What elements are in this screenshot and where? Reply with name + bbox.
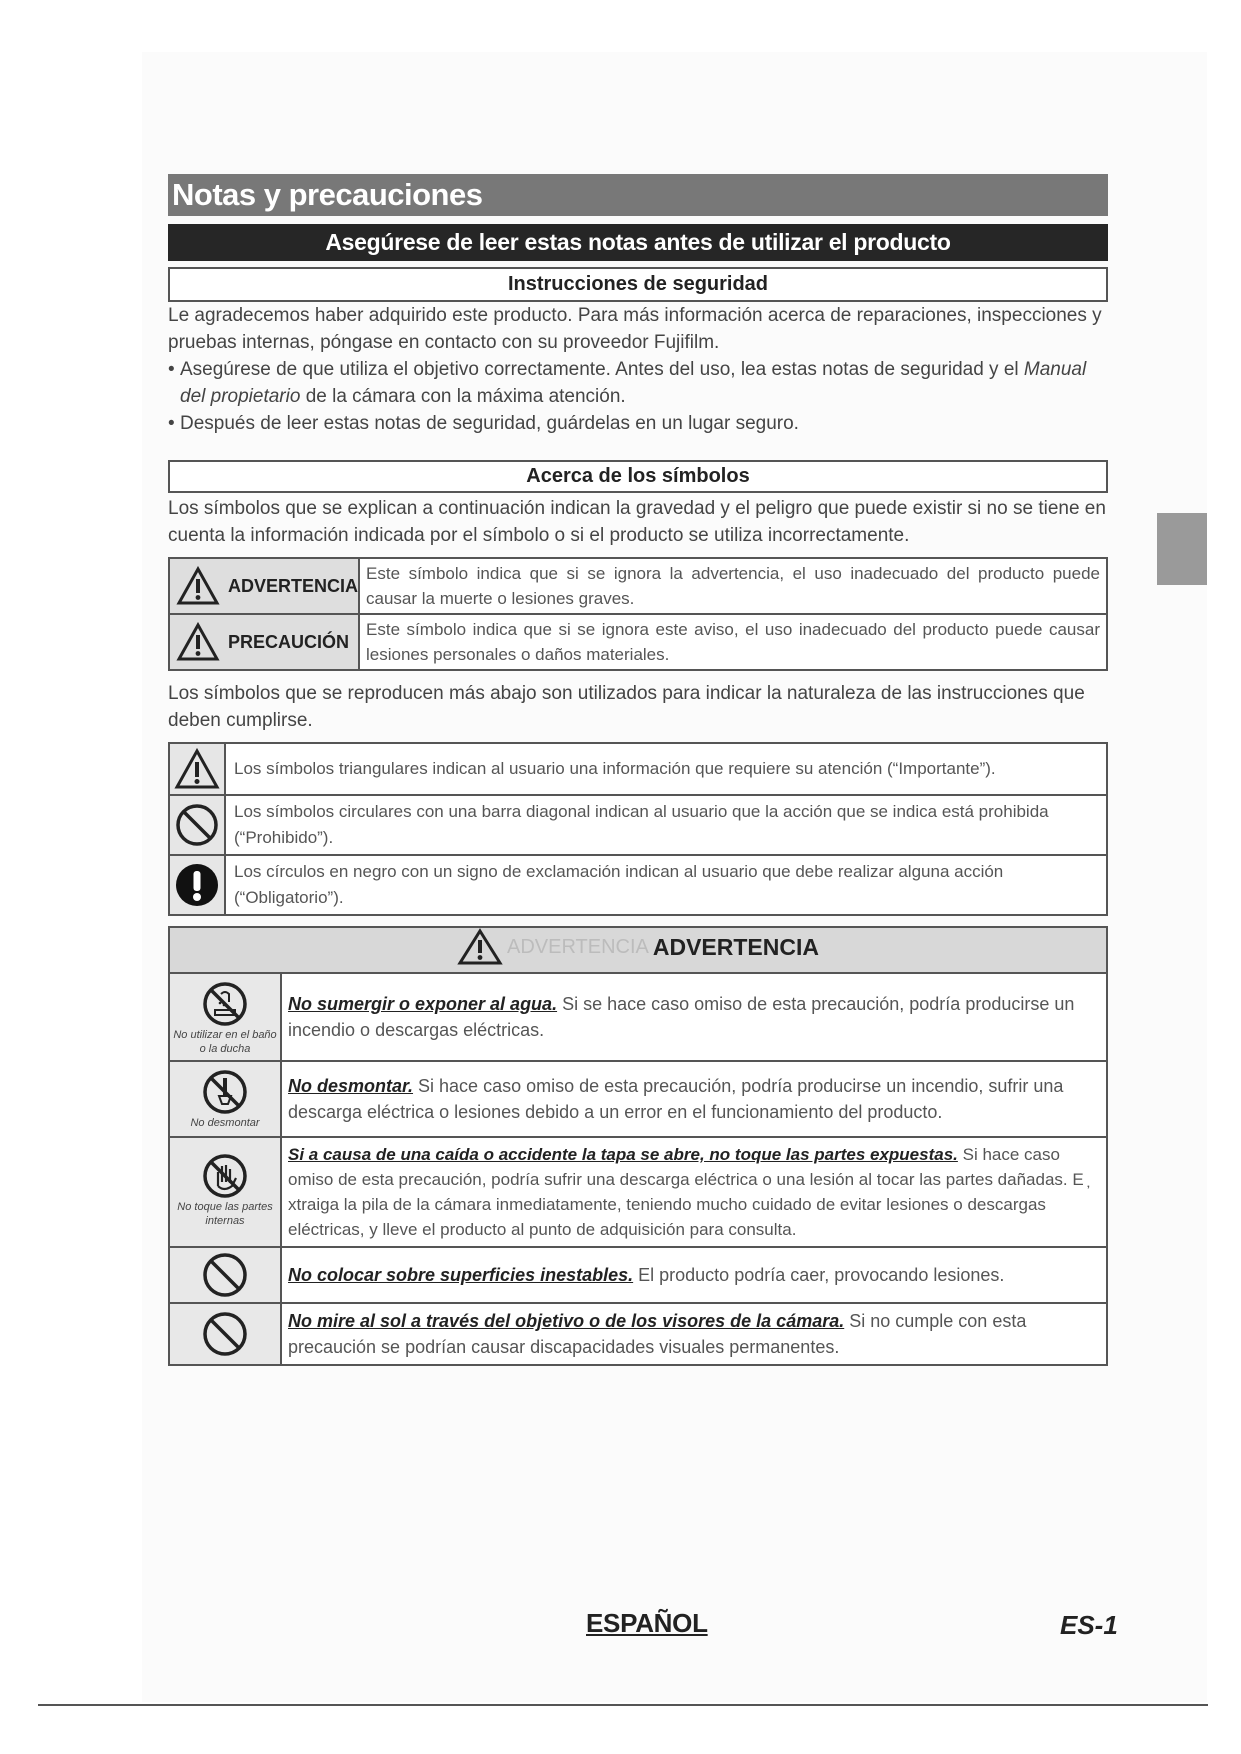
section-tab bbox=[1157, 513, 1207, 585]
warning-lead: Si a causa de una caída o accidente la tapa se abre, no toque las partes expuestas. bbox=[288, 1145, 958, 1164]
no-touch-icon bbox=[200, 1152, 250, 1200]
warning-lead: No mire al sol a través del objetivo o de los visores de la cámara. bbox=[288, 1311, 845, 1331]
warning-heading: ADVERTENCIA bbox=[652, 933, 819, 960]
severity-table bbox=[168, 557, 1108, 671]
symbol-kinds-table bbox=[168, 742, 1108, 916]
page-number: ES-1 bbox=[1060, 1610, 1118, 1640]
symbol-kind-row bbox=[169, 855, 1107, 915]
warning-caption: No utilizar en el baño o la ducha bbox=[173, 1029, 277, 1055]
no-disassemble-icon bbox=[200, 1068, 250, 1116]
warning-text: Si a causa de una caída o accidente la tapa se abre, no toque las partes expuestas. Si hace caso omiso de esta precaución, podría sufrir una descarga eléctrica o una lesión al tocar las partes dañadas. E ̦ xtraiga la pila de la cámara inmediatamente, teniendo mucho cuidado de evitar lesiones o descargas eléctricas, y lleve el producto al punto de adquisición para consulta. bbox=[281, 1137, 1107, 1247]
severity-row-caution bbox=[169, 614, 1107, 670]
warning-row bbox=[169, 1061, 1107, 1137]
symbols-heading: Acerca de los símbolos bbox=[168, 460, 1108, 493]
warning-row bbox=[169, 973, 1107, 1061]
triangle-warning-icon bbox=[457, 928, 503, 966]
warning-row bbox=[169, 1137, 1107, 1247]
symbol-kind-text: Los símbolos triangulares indican al usuario una información que requiere su atención (“Importante”). bbox=[225, 743, 1107, 795]
safety-heading: Instrucciones de seguridad bbox=[168, 267, 1108, 302]
footer-divider bbox=[38, 1704, 1208, 1706]
prohibited-icon bbox=[201, 1310, 249, 1358]
severity-label: PRECAUCIÓN bbox=[228, 631, 350, 652]
warning-text: No colocar sobre superficies inestables. El producto podría caer, provocando lesiones. bbox=[281, 1247, 1107, 1303]
kinds-intro: Los símbolos que se reproducen más abajo son utilizados para indicar la naturaleza de las instrucciones que deben cumplirse. bbox=[168, 683, 1085, 731]
warning-header-row bbox=[169, 927, 1107, 973]
safety-section bbox=[168, 302, 1113, 437]
warning-lead: No sumergir o exponer al agua. bbox=[288, 994, 558, 1014]
safety-bullet-2: • Después de leer estas notas de seguridad, guárdelas en un lugar seguro. bbox=[168, 410, 1113, 437]
warning-caption: No desmontar bbox=[190, 1117, 260, 1129]
page-title: Notas y precauciones bbox=[168, 174, 1108, 216]
warning-caption: No toque las partes internas bbox=[177, 1201, 273, 1227]
symbol-kind-row bbox=[169, 743, 1107, 795]
warning-text: No mire al sol a través del objetivo o de los visores de la cámara. Si no cumple con esta precaución se podrían causar discapacidades visuales permanentes. bbox=[281, 1303, 1107, 1365]
safety-intro: Le agradecemos haber adquirido este producto. Para más información acerca de reparaciones, inspecciones y pruebas internas, póngase en contacto con su proveedor Fujifilm. bbox=[168, 305, 1102, 353]
warning-text: No sumergir o exponer al agua. Si se hace caso omiso de esta precaución, podría producirse un incendio o descargas eléctricas. bbox=[281, 973, 1107, 1061]
symbols-intro: Los símbolos que se explican a continuación indican la gravedad y el peligro que puede existir si no se tiene en cuenta la información indicada por el símbolo o si el producto se utiliza incorrectamente. bbox=[168, 498, 1106, 546]
warning-row bbox=[169, 1303, 1107, 1365]
safety-bullet-1: • Asegúrese de que utiliza el objetivo correctamente. Antes del uso, lea estas notas de seguridad y el Manual del propietario de la cámara con la máxima atención. bbox=[168, 356, 1113, 410]
prohibited-icon bbox=[174, 802, 220, 848]
warning-lead: No desmontar. bbox=[288, 1076, 414, 1096]
prohibited-icon bbox=[201, 1251, 249, 1299]
no-water-icon bbox=[200, 980, 250, 1028]
severity-description: Este símbolo indica que si se ignora este aviso, el uso inadecuado del producto puede causar lesiones personales o daños materiales. bbox=[359, 614, 1107, 670]
triangle-warning-icon bbox=[174, 748, 220, 790]
warning-row bbox=[169, 1247, 1107, 1303]
severity-row-warning bbox=[169, 558, 1107, 614]
severity-description: Este símbolo indica que si se ignora la advertencia, el uso inadecuado del producto puede causar la muerte o lesiones graves. bbox=[359, 558, 1107, 614]
warning-faded-label: ADVERTENCIA bbox=[506, 935, 649, 958]
triangle-warning-icon bbox=[176, 622, 220, 662]
mandatory-icon bbox=[174, 862, 220, 908]
footer-language: ESPAÑOL bbox=[586, 1608, 708, 1638]
symbol-kind-text: Los círculos en negro con un signo de exclamación indican al usuario que debe realizar alguna acción (“Obligatorio”). bbox=[225, 855, 1107, 915]
symbol-kind-row bbox=[169, 795, 1107, 855]
triangle-warning-icon bbox=[176, 566, 220, 606]
warning-table bbox=[168, 926, 1108, 1366]
symbol-kind-text: Los símbolos circulares con una barra diagonal indican al usuario que la acción que se indica está prohibida (“Prohibido”). bbox=[225, 795, 1107, 855]
warning-text: No desmontar. Si hace caso omiso de esta precaución, podría producirse un incendio, sufrir una descarga eléctrica o lesiones debido a un error en el funcionamiento del producto. bbox=[281, 1061, 1107, 1137]
page-subtitle: Asegúrese de leer estas notas antes de utilizar el producto bbox=[168, 224, 1108, 261]
warning-lead: No colocar sobre superficies inestables. bbox=[288, 1265, 634, 1285]
severity-label: ADVERTENCIA bbox=[228, 575, 359, 596]
